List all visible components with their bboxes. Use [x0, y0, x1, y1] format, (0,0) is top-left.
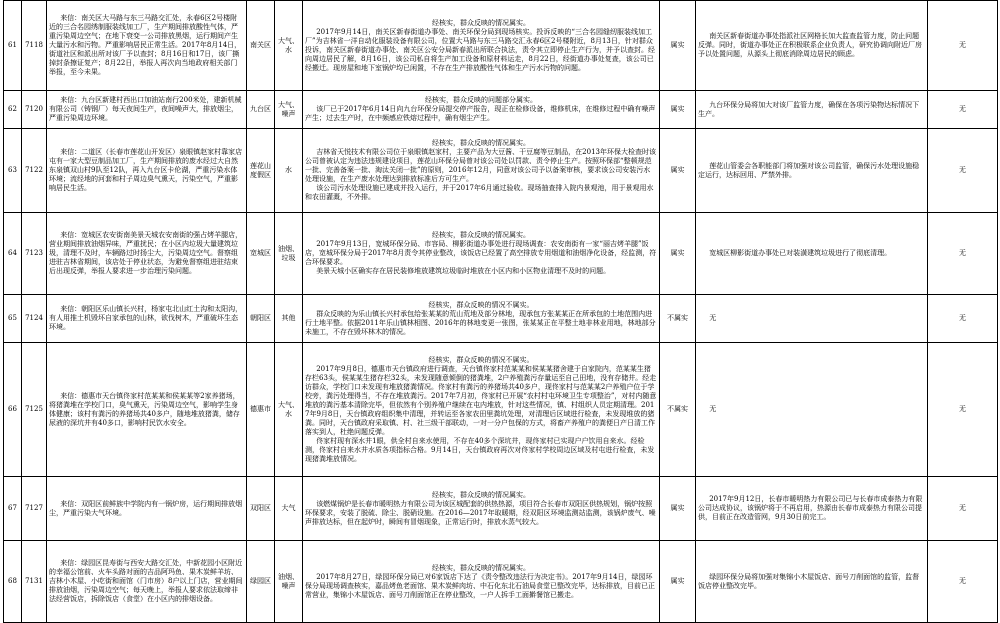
- district-cell: 九台区: [247, 91, 275, 129]
- accountability-cell: 无: [928, 213, 998, 295]
- result-paragraph: 该公司污水处理设施已建成并投入运行，并于2017年6月通过验收。现场抽查排入院内景观池，用于景观用水和农田灌溉，不外排。: [305, 184, 654, 201]
- rectification-cell: 无: [696, 295, 928, 343]
- pollution-type-cell: 水: [275, 129, 303, 213]
- result-paragraph: 经核实，群众反映的情况属实。: [432, 563, 530, 572]
- complaints-table: [3, 0, 998, 623]
- verdict-cell: 属实: [660, 129, 696, 213]
- accountability-cell: 无: [928, 129, 998, 213]
- result-paragraph: 佟家村现有深水井1眼，供全村自来水使用，不存在40多个深坑井，现佟家村已实现户户饮用自来水。经检测，佟家村自来水井水质各项指标合格。9月14日，天台镇政府再次对佟家村学校周边区域及村屯进行检查，未发现猪粪堆放情况。: [305, 436, 655, 463]
- table-row: [4, 295, 998, 343]
- result-paragraph: 群众反映的为乐山镇长兴村承包给张某某的荒山荒地及部分林地，现承包方张某某正在所承包的土地范围内进行土地平整。依据2011年乐山镇林相图、2016年的林地变更一张图，张某某正在平整土地非林业用地，林地部分未施工，不存在毁坏林木的情况。: [305, 309, 656, 336]
- investigation-result-cell: [303, 343, 660, 477]
- table-body: [4, 1, 998, 623]
- investigation-result-cell: [303, 295, 660, 343]
- district-cell: 双阳区: [247, 477, 275, 541]
- investigation-result-cell: [303, 213, 660, 295]
- verdict-cell: 属实: [660, 91, 696, 129]
- rectification-cell: 莲花山管委会各职能部门将加强对该公司监管，确保污水处理设施稳定运行，达标回用、严禁外排。: [696, 129, 928, 213]
- table-row: [4, 1, 998, 91]
- district-cell: 绿园区: [247, 541, 275, 623]
- row-number-cell: 67: [4, 477, 22, 541]
- result-paragraph: 经核实，群众反映的情况属实。: [432, 490, 530, 499]
- complaint-cell: 来信：绿园区昆寿街与西安大路交汇处，中新花园小区附近的幸福公馆前、火车头路对面的吉品阿玛鱼、果木炭鲜羊坊、吉林小木屋、小吃街和面馆（门市房）8户以上门店，营业期间排放油烟，污染周边空气；每天晚上，举报人要求依法取缔非法经营饭店，拆除饭店（食堂）在小区内的排烟设备。: [47, 541, 247, 623]
- investigation-result-cell: [303, 477, 660, 541]
- result-paragraph: 经核实，群众反映的情况不属实。: [428, 300, 534, 309]
- complaint-cell: 来信：南关区大马路与东三马路交汇处，永春6区2号楼附近的三合名园绣制服装线加工厂，生产期间排放酸性气体，严重污染周边空气；在地下衰变一公司排放黑烟，运行期间产生大量污水和污物。严重影响居民正常生活。2017年8月14日，街道社区和派出所对该厂予以查封；8月16日和17日，该厂撕掉封条擦证复产；8月22日，举报人再次向当地政府相关部门举报，至今未果。: [47, 1, 247, 91]
- case-id-cell: 7120: [22, 91, 47, 129]
- pollution-type-cell: 油烟、垃圾: [275, 213, 303, 295]
- complaint-cell: 来信：九台区新建村西出口加油站南行200米处，建新机械有限公司（铸钢厂）每天夜间生产，夜间噪声大，排放烟尘，严重污染周边环境。: [47, 91, 247, 129]
- case-id-cell: 7123: [22, 213, 47, 295]
- pollution-type-cell: 大气: [275, 477, 303, 541]
- complaint-cell: 来信：德惠市天台镇佟家村范某某和侯某某等2家养猪场，将猪粪堆在学校门口，臭气熏天，污染周边空气，影响学生身体健康；该村有粪污的养猪场共40多户，随地堆放猪粪，储存尿液的深坑井有40多口，影响村民饮水安全。: [47, 343, 247, 477]
- investigation-result-cell: [303, 129, 660, 213]
- row-number-cell: 62: [4, 91, 22, 129]
- pollution-type-cell: 大气、水: [275, 1, 303, 91]
- complaint-cell: 来信：朝阳区乐山镇长兴村，杨家屯北山红土沟和太阳沟，有人用推土机毁坏自家承包的山林，欲伐树木，严重破坏生态环境。: [47, 295, 247, 343]
- pollution-type-cell: 其他: [275, 295, 303, 343]
- case-id-cell: 7127: [22, 477, 47, 541]
- case-id-cell: 7122: [22, 129, 47, 213]
- verdict-cell: 不属实: [660, 343, 696, 477]
- accountability-cell: 无: [928, 1, 998, 91]
- rectification-cell: 九台环保分局将加大对该厂监管力度，确保在各项污染物达标情况下生产。: [696, 91, 928, 129]
- row-number-cell: 61: [4, 1, 22, 91]
- row-number-cell: 65: [4, 295, 22, 343]
- case-id-cell: 7118: [22, 1, 47, 91]
- row-number-cell: 63: [4, 129, 22, 213]
- investigation-result-cell: [303, 1, 660, 91]
- pollution-type-cell: 大气、噪声: [275, 91, 303, 129]
- verdict-cell: 属实: [660, 1, 696, 91]
- result-paragraph: 美景天城小区确实存在居民装修堆放建筑垃圾临时堆放在小区内和小区物业清理不及时的问题。: [316, 267, 611, 275]
- rectification-cell: 绿园环保分局将加强对集锦小木屋饭店、面号刀削面馆的监管，监督饭店停业整改完毕。: [696, 541, 928, 623]
- case-id-cell: 7131: [22, 541, 47, 623]
- complaint-cell: 来信：双阳区前鲜族中学院内有一锅炉房，运行期间排放烟尘，严重污染大气环境。: [47, 477, 247, 541]
- verdict-cell: 属实: [660, 477, 696, 541]
- row-number-cell: 66: [4, 343, 22, 477]
- district-cell: 南关区: [247, 1, 275, 91]
- result-paragraph: 2017年9月14日，南关区新春街道办事处、南关环保分局到现场核实。投诉反映的“三合名园缝纫服装线加工厂”为吉林省一洋自动化服装设备有限公司，位置大马路与东三马路交汇永春6区2号楼附近，8月13日，针对群众投诉，南关区新春街道办事处、南关区公安分局新春派出所联合执法，责令其立即停止生产行为，并予以查封。经向周边居民了解，8月16日，该公司私自将生产加工设备和原材料运走，8月22日，经街道办事处复查，该公司已经搬迁。现房屋和地下室锅炉均已闲置，不存在生产排放酸性气体和生产污水污物的问题。: [305, 27, 655, 72]
- complaint-cell: 来信：二道区（长春市莲花山开发区）泉眼镇赵家村靠家店屯有一家大型豆制品加工厂，生产期间排放的废水经过大自然东泉镇双山村9队至12队，再入九台区卡伦湖，严重污染水体环境；流经地的河套和村子周边臭气熏天，污染空气，严重影响居民生活。: [47, 129, 247, 213]
- result-paragraph: 经核实，群众反映的情况属实。: [432, 18, 530, 27]
- district-cell: 朝阳区: [247, 295, 275, 343]
- result-paragraph: 吉林省天悦技术有限公司位于泉眼镇赵家村，主要产品为大豆酱、干豆腐等豆制品，在2013年环保大检查时该公司曾被认定为违法违规建设项目，莲花山环保分局曾对该公司处以罚款、责令停止生产。按照环保部“整顿规范一批、完善备案一批、淘汰关闭一批”的原则，2016年12月，同意对该公司予以备案审核，要求该公司安装污水处理设施，在生产废水处理达到排放标准后方可生产。: [305, 148, 657, 183]
- pollution-type-cell: 油烟、噪声: [275, 541, 303, 623]
- verdict-cell: 不属实: [660, 295, 696, 343]
- complaint-cell: 来信：宽城区农安街南美景天城农安南街的强占烤羊腿店，营业期间排放油烟异味，严重扰民；在小区内垃圾大量建筑垃圾，清理不及时，车辆路过时扬尘大，污染周边空气。督察组进驻吉林省期间，该店处于停业状态，为避免督察组进驻结束后出现反弹，举报人要求进一步治理污染问题。: [47, 213, 247, 295]
- verdict-cell: 属实: [660, 213, 696, 295]
- accountability-cell: 无: [928, 541, 998, 623]
- table-row: [4, 129, 998, 213]
- case-id-cell: 7124: [22, 295, 47, 343]
- investigation-result-cell: [303, 541, 660, 623]
- table-row: [4, 343, 998, 477]
- result-paragraph: 经核实，群众反映的情况属实。: [432, 231, 530, 239]
- rectification-cell: 南关区新春街道办事处指派社区网格长加大监查监管力度，防止问题反弹。同时，街道办事处正在积极联系企业负责人，研究协调向附近厂房予以处置问题，从源头上彻底消除周边居民的顾虑。: [696, 1, 928, 91]
- result-paragraph: 2017年8月27日，绿园环保分局已对6家饭店下达了《责令整改违法行为决定书》。2017年9月14日，绿园环保分局现场调查核实，嘉品烤鱼老面馆、果木炭鲜肉坊、中石化东北石油局食堂已整改完毕，达标排放，目前已正常营业，集锦小木屋饭店、面号刀削面馆正在停业整改，一户人拆手工面擀餐馆已搬走。: [305, 572, 655, 599]
- table-row: [4, 213, 998, 295]
- table-row: [4, 91, 998, 129]
- district-cell: 莲花山度假区: [247, 129, 275, 213]
- accountability-cell: 无: [928, 295, 998, 343]
- verdict-cell: 属实: [660, 541, 696, 623]
- result-paragraph: 2017年9月13日，宽城环保分局、市容局、柳影街道办事处进行现场调查：农安南街有一家“丽吉烤羊腿”饭店，宽城环保分局于2017年8月责令其停业整改，该饭店已经置了高空排放专用烟道和油烟净化设备，经监测，符合环保要求。: [305, 240, 657, 266]
- rectification-cell: 2017年9月12日，长春市暖明热力有限公司已与长春市成泰热力有限公司达成协议，该锅炉将于不再启用，热源由长春市成泰热力有限公司提供，目前正在改造管网，9月30日前完工。: [696, 477, 928, 541]
- result-paragraph: 2017年9月8日，德惠市天台镇政府进行调查，天台镇佟家村范某某和侯某某猪舍建于自家院内，范某某生猪存栏63头，侯某某生猪存栏32头，未发现随意倾倒的猪粪堆，2户养殖粪污存量运至自己田地，没有存储井。经走访群众，学校门口未发现有堆放猪粪情况。佟家村有粪污的养猪场共40多户，现佟家村与范某某2户养殖户位于学校旁，粪污处理得当，不存在堆放粪污。2017年7月初，佟家村已开展“农村村屯环境卫生专项整治”，对村内随意堆放的粪污基本清除完毕，但依然有个别养殖户继续在屯内堆放，针对这些情况，镇、村组织人员定期清理。2017年9月8日，天台镇政府组织集中清理，并转运至各家农田里粪坑处理，对清理后区域进行检查，未发现堆放的猪粪。同时，天台镇政府采取镇、村、社三级干部联动，一对一分户包保的方式，将畜产养殖户的粪便日产日清工作落实到人，杜绝问题反弹。: [305, 364, 657, 436]
- rectification-cell: 无: [696, 343, 928, 477]
- accountability-cell: 无: [928, 343, 998, 477]
- rectification-cell: 宽城区柳影街道办事处已对装潢建筑垃圾进行了彻底清理。: [696, 213, 928, 295]
- result-paragraph: 经核实，群众反映的情况不属实。: [428, 355, 534, 364]
- investigation-result-cell: [303, 91, 660, 129]
- result-paragraph: 经核实，群众反映的问题部分属实。: [425, 96, 537, 104]
- pollution-type-cell: 大气、水: [275, 343, 303, 477]
- row-number-cell: 68: [4, 541, 22, 623]
- accountability-cell: 无: [928, 91, 998, 129]
- table-row: [4, 541, 998, 623]
- district-cell: 德惠市: [247, 343, 275, 477]
- district-cell: 宽城区: [247, 213, 275, 295]
- result-paragraph: 该燃煤锅炉是长春市暖明热力有限公司为该区城配套的供热热源，项目符合长春市双阳区供热规划，锅炉按照环保要求，安装了脱硫、除尘、脱硝设施。在2016—2017年取暖期，经双阳区环境监测站监测，该锅炉废气、噪声排放达标，但在起炉时，瞬间有冒烟现象，正常运行时，排放水蒸气较大。: [305, 499, 656, 526]
- row-number-cell: 64: [4, 213, 22, 295]
- table-row: [4, 477, 998, 541]
- result-paragraph: 经核实，群众反映的情况属实。: [432, 139, 530, 147]
- accountability-cell: 无: [928, 477, 998, 541]
- case-id-cell: 7125: [22, 343, 47, 477]
- result-paragraph: 该厂已于2017年6月14日向九台环保分局提交停产报告，现正在检修设备，维修机床，在维修过程中确有噪声产生；过去生产时，在中频感应铁熔过程中，确有烟尘产生。: [305, 105, 656, 122]
